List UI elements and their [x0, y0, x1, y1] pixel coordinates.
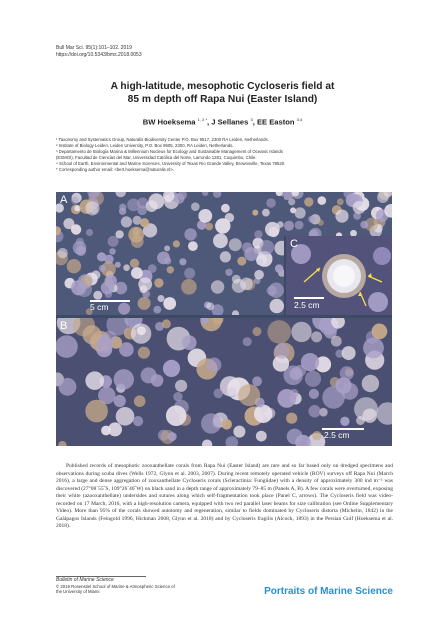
coral-disc: [97, 252, 106, 261]
coral-disc: [354, 397, 378, 421]
coral-disc: [253, 327, 262, 336]
coral-disc: [115, 262, 121, 268]
coral-disc: [166, 405, 187, 426]
coral-disc: [237, 257, 246, 266]
coral-disc: [99, 265, 106, 272]
scale-b-bar: [322, 428, 364, 430]
coral-disc: [229, 238, 242, 251]
coral-disc: [131, 267, 143, 279]
coral-disc: [184, 268, 195, 279]
coral-disc: [301, 353, 319, 371]
coral-disc: [134, 395, 146, 407]
footer-copyright-line: © 2019 Rosenstiel School of Marine & Atmospheric Science of: [56, 583, 175, 589]
coral-disc: [175, 380, 187, 392]
author-list: [40, 117, 405, 127]
coral-disc: [207, 358, 222, 373]
coral-disc: [127, 199, 140, 212]
coral-disc: [181, 279, 197, 295]
coral-disc: [138, 297, 151, 310]
scale-a-label: 5 cm: [90, 302, 109, 312]
coral-disc: [93, 291, 102, 300]
coral-disc: [97, 337, 113, 353]
citation-line: Bull Mar Sci. 95(1):101–102. 2019: [56, 45, 132, 51]
coral-disc: [295, 221, 304, 230]
coral-disc: [262, 209, 270, 217]
coral-disc: [260, 240, 275, 255]
coral-disc: [254, 405, 272, 423]
coral-disc: [85, 201, 99, 215]
scale-c-label: 2.5 cm: [294, 300, 320, 310]
coral-disc: [116, 407, 135, 426]
coral-disc: [163, 360, 180, 377]
coral-disc: [173, 392, 182, 401]
coral-disc: [290, 207, 296, 213]
coral-disc: [173, 240, 180, 247]
footer-copyright: [56, 578, 175, 595]
coral-disc: [225, 269, 232, 276]
coral-disc: [174, 193, 185, 204]
coral-disc: [131, 235, 144, 248]
coral-disc: [130, 259, 139, 268]
coral-disc: [304, 197, 313, 206]
coral-disc: [340, 366, 354, 380]
coral-disc: [238, 384, 260, 406]
affiliation-2: ² Institute of Biology Leiden, Leiden University, P.O. Box 9505, 2300, RA Leiden, Netherlands.: [56, 143, 234, 149]
coral-disc: [71, 197, 79, 205]
coral-disc: [163, 297, 176, 310]
coral-disc: [184, 228, 196, 240]
coral-disc: [198, 209, 212, 223]
coral-disc: [363, 338, 384, 359]
coral-disc: [188, 241, 198, 251]
coral-disc: [243, 337, 252, 346]
coral-disc: [146, 200, 158, 212]
coral-disc: [308, 405, 320, 417]
coral-disc: [67, 259, 81, 273]
coral-disc: [309, 389, 319, 399]
coral-disc: [214, 389, 224, 399]
author-2-name: J Sellanes: [211, 117, 249, 127]
coral-disc: [291, 322, 311, 342]
coral-disc: [63, 218, 74, 229]
scale-a-bar: [90, 300, 130, 302]
author-3-affil: 3,4: [296, 117, 303, 122]
coral-disc: [362, 375, 379, 392]
coral-disc: [277, 389, 296, 408]
panel-c-label: C: [290, 238, 298, 250]
coral-disc: [85, 400, 108, 423]
coral-disc: [114, 369, 134, 389]
panel-a-label: A: [60, 194, 68, 206]
coral-disc: [335, 210, 348, 223]
author-1-affil: 1, 2 *: [197, 117, 207, 122]
coral-disc: [157, 252, 170, 265]
coral-disc: [85, 371, 104, 390]
coral-disc: [308, 216, 315, 223]
panel-a-image: [56, 192, 284, 315]
coral-disc: [341, 383, 358, 400]
coral-disc: [232, 279, 246, 293]
title-line-2: 85 m depth off Rapa Nui (Easter Island): [127, 94, 318, 105]
author-2-affil: 3: [250, 117, 253, 122]
coral-disc: [133, 416, 143, 426]
author-3-name: EE Easton: [256, 117, 295, 127]
coral-disc: [140, 285, 148, 293]
coral-disc: [115, 230, 123, 238]
footer-journal-name: Bulletin of Marine Science: [56, 577, 114, 583]
coral-disc: [167, 266, 174, 273]
coral-disc: [277, 221, 284, 228]
coral-disc: [162, 319, 171, 328]
coral-disc: [182, 335, 197, 350]
coral-disc: [252, 210, 258, 216]
coral-disc: [274, 343, 289, 358]
coral-disc: [269, 283, 284, 298]
coral-disc: [284, 221, 294, 231]
coral-disc: [270, 299, 285, 314]
coral-disc: [372, 324, 388, 340]
coral-disc: [256, 431, 267, 442]
coral-disc: [92, 270, 101, 279]
coral-disc: [275, 264, 283, 272]
coral-disc: [254, 270, 264, 280]
coral-disc: [57, 248, 67, 258]
coral-disc: [105, 275, 117, 287]
coral-disc: [286, 413, 297, 424]
affiliation-1: ¹ Taxonomy and Systematics Group, Naturalis Biodiversity Center P.O. Box 9517, 2300 RA Leiden, Netherlands.: [56, 137, 269, 142]
body-paragraph: Published records of mesophotic zooxanthellate corals from Rapa Nui (Easter Island) are rare and so far based only on dredged specimens and observations during scuba dives (Wells 1972, Glynn et al. 2003, 2007). During recent remotely operated vehicle (ROV) surveys off Rapa Nui (March 2016), a large and dense aggregation of zooxanthellate Cycloseris corals (Scleractinia: Fungiidae) with a density of approximately 300 ind m⁻² was discovered (27°08´55˝S, 109°26´46˝W) on black sand in a depth range of approximately 79–85 m (Panels A, B). A few corals were overturned, exposing their white (azooxanthellate) undersides and sutures along which self-fragmentation took place (Panel C, arrows). The Cycloseris field was video-recorded on 17 March, 2016, with a high-resolution camera, equipped with two red parallel laser beams for size calibration (see Online Supplementary Video). More than 95% of the corals showed autotomy and regeneration, similar to fields dominated by Cycloseris distorta (Michelin, 1842) in the Galápagos Islands (Feingold 1996, Hickman 2008, Glynn et al. 2018) and by Cycloseris fragilis (Alcock, 1893) in the Persian Gulf (Hoeksema et al. 2018).: [56, 463, 393, 530]
coral-disc: [119, 208, 126, 215]
coral-disc: [318, 196, 327, 205]
coral-disc: [340, 417, 349, 426]
coral-disc: [353, 201, 366, 214]
coral-disc: [56, 335, 78, 358]
coral-disc: [191, 202, 200, 211]
title-line-1: A high-latitude, mesophotic Cycloseris field at: [110, 81, 335, 92]
coral-disc: [114, 395, 126, 407]
coral-disc: [141, 367, 157, 383]
coral-disc: [295, 207, 306, 218]
coral-disc: [131, 323, 151, 343]
panel-c-photo: [286, 236, 392, 315]
coral-disc: [138, 347, 150, 359]
coral-disc: [158, 295, 165, 302]
panel-a-extension: [284, 192, 392, 236]
coral-disc: [252, 376, 262, 386]
coral-disc: [221, 419, 232, 430]
author-sep: ,: [207, 117, 212, 127]
coral-disc: [360, 221, 368, 229]
coral-disc: [254, 230, 262, 238]
coral-disc: [331, 336, 342, 347]
coral-disc: [267, 320, 291, 344]
coral-disc: [86, 229, 93, 236]
affiliation-4: ⁴ School of Earth, Environmental and Marine Sciences, University of Texas Rio Grande Valley, Brownsville, Texas 78520.: [56, 161, 286, 167]
affiliation-3: ³ Departamento de Biología Marina & Millennium Nucleus for Ecology and Sustainable Management of Oceanic Islands: [56, 149, 283, 155]
coral-disc: [108, 422, 122, 436]
doi-line[interactable]: https://doi.org/10.5343/bms.2018.0053: [56, 52, 142, 58]
corresponding-email[interactable]: * Corresponding author email: <bert.hoeksema@naturalis.nl>.: [56, 167, 175, 173]
coral-disc: [205, 223, 213, 231]
coral-disc: [201, 413, 221, 433]
coral-disc: [221, 204, 230, 213]
coral-disc: [220, 251, 231, 262]
section-brand: Portraits of Marine Science: [264, 586, 393, 597]
coral-disc: [118, 303, 130, 315]
coral-disc: [233, 426, 245, 438]
coral-disc: [206, 302, 214, 310]
journal-citation: [56, 45, 142, 59]
coral-disc: [311, 331, 322, 342]
affiliations: [56, 137, 401, 174]
scale-c-bar: [294, 297, 324, 299]
coral-disc: [140, 218, 149, 227]
coral-disc: [342, 346, 356, 360]
coral-disc: [154, 278, 163, 287]
panel-b-image: [56, 318, 392, 446]
coral-disc: [215, 218, 230, 233]
coral-disc: [109, 248, 116, 255]
panel-b-label: B: [60, 320, 68, 332]
coral-disc: [148, 264, 157, 273]
author-1-name: BW Hoeksema: [142, 117, 196, 127]
coral-disc: [213, 233, 228, 248]
coral-disc: [123, 264, 130, 271]
coral-disc: [59, 378, 77, 396]
coral-disc: [179, 258, 186, 265]
panel-a-photo: [56, 192, 284, 315]
scale-b-label: 2.5 cm: [324, 430, 350, 440]
article-title: [40, 80, 405, 106]
coral-disc: [266, 198, 276, 208]
coral-disc: [318, 220, 324, 226]
author-sep: ,: [252, 117, 257, 127]
coral-figure: [56, 192, 392, 446]
coral-disc: [121, 216, 132, 227]
coral-disc: [164, 245, 170, 251]
coral-disc: [337, 198, 344, 205]
coral-disc: [168, 432, 177, 441]
coral-disc: [312, 431, 321, 440]
coral-disc: [71, 280, 86, 295]
affiliation-3-cont: (ESMOI), Facultad de Ciencias del Mar, Universidad Católica del Norte, Larrondo 1281, Coquimbo, Chile.: [56, 155, 257, 161]
footer-copyright-line-2: the University of Miami: [56, 589, 100, 595]
coral-disc: [153, 306, 161, 314]
coral-disc: [244, 247, 258, 261]
panel-b-photo: [56, 318, 392, 446]
coral-disc: [73, 241, 87, 255]
coral-disc: [211, 280, 224, 293]
coral-disc: [305, 371, 321, 387]
